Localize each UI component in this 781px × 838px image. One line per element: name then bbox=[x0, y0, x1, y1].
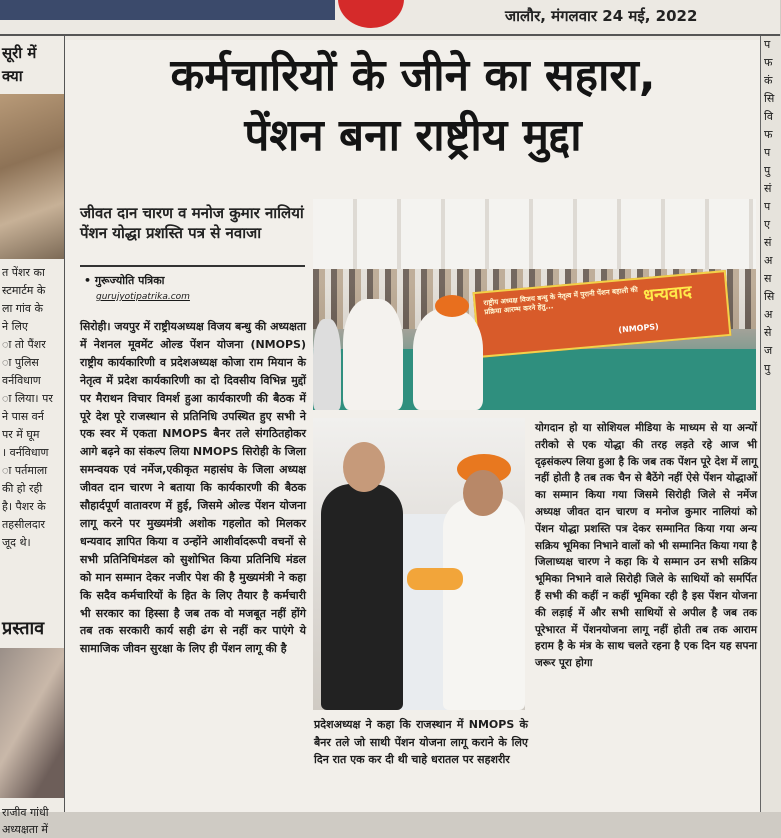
left-text-line: पर में घूम bbox=[2, 428, 40, 441]
source-url: gurujyotipatrika.com bbox=[96, 292, 190, 302]
article-headline bbox=[66, 46, 760, 166]
right-text-line: पु bbox=[764, 164, 771, 177]
right-text-line: अ bbox=[764, 254, 773, 267]
article-subhead: जीवत दान चारण व मनोज कुमार नालियां पेंशन योद्धा प्रशस्ति पत्र से नवाजा bbox=[80, 204, 304, 242]
right-text-line: प bbox=[764, 146, 771, 159]
left-text-line: ला गांव के bbox=[2, 302, 43, 315]
right-text-line: सं bbox=[764, 182, 772, 195]
left-column-subhead: प्रस्ताव bbox=[2, 618, 45, 639]
left-text-line: ने पास वर्न bbox=[2, 410, 44, 423]
photo-person bbox=[313, 319, 341, 410]
article-body-column-3: योगदान हो या सोशियल मीडिया के माध्यम से या अन्यों तरीको से एक योद्धा की तरह लड़ते रहे आज भी दृढ़संकल्प लिया हुआ है कि जब तक पेंशन पूरे देश में लागू नहीं होती है तब तक चैन से बैठेंगे नहीं ऐसे पेंशन योद्धाओं का सम्मान किया गया जिसमे सिरोही जिले से नर्मेज अध्यक्ष जीवत दान चारण व मनोज कुमार नालियां को पेंशन योद्धा प्रशस्ति पत्र देकर सम्मानित किया गया अन्य सक्रिय भूमिका निभाने वालों को भी सम्मानित किया गया है जिलाध्यक्ष चारण ने कहा कि ये सम्मान उन सभी सक्रिय भूमिका निभाने वाले सिरोही जिले के साथियों को समर्पित हैं सभी की कहीं न कहीं भूमिका रही है इस पेंशन योजना की लड़ाई में और सभी साथियों से अपील है जब तक पूरेभारत में पेंशनयोजना लागू नहीं होती तब तक आराम हराम है के मंत्र के साथ चलते रहना है एक दिन यह सपना जरूर पूरा होगा bbox=[535, 422, 757, 670]
right-text-line: अ bbox=[764, 308, 773, 321]
photo-ceiling bbox=[313, 199, 756, 269]
right-text-line: सि bbox=[764, 290, 775, 303]
left-column-photo-2 bbox=[0, 648, 64, 798]
right-text-line: से bbox=[764, 326, 772, 339]
right-adjacent-column bbox=[760, 36, 781, 812]
photo-bouquet bbox=[407, 568, 463, 590]
left-adjacent-column bbox=[0, 36, 65, 836]
top-rule bbox=[0, 34, 780, 36]
left-text-line: ा पर्तमाला bbox=[2, 464, 48, 477]
right-text-line: ए bbox=[764, 218, 771, 231]
left-head-line: क्या bbox=[2, 67, 23, 85]
right-text-line: स bbox=[764, 272, 772, 285]
left-foot-line: अध्यक्षता में bbox=[2, 823, 49, 836]
article-source: • गुरूज्योति पत्रिका bbox=[84, 274, 165, 287]
meeting-hall-photo bbox=[313, 199, 756, 410]
left-column-photo bbox=[0, 94, 64, 259]
headline-line-1: कर्मचारियों के जीने का सहारा, bbox=[170, 50, 656, 101]
photo-person bbox=[443, 498, 525, 710]
left-head-line: सूरी में bbox=[2, 44, 37, 62]
left-column-text bbox=[2, 264, 62, 614]
photo-person bbox=[413, 309, 483, 410]
left-column-headline bbox=[2, 42, 36, 88]
right-text-line: सि bbox=[764, 92, 775, 105]
banner-text: राष्ट्रीय अध्यक्ष विजय बन्धु के नेतृत्व में पुरानी पेंशन बहाली की प्रक्रिया आरम्भ करने हेतु... bbox=[483, 285, 639, 317]
photo-person-head bbox=[343, 442, 385, 492]
masthead-stub bbox=[0, 0, 335, 20]
banner-thanks: धन्यवाद bbox=[642, 282, 693, 307]
masthead-red-logo bbox=[338, 0, 404, 28]
right-text-line: फ bbox=[764, 128, 773, 141]
subhead-rule bbox=[80, 265, 305, 267]
article-body-column-1: सिरोही। जयपुर में राष्ट्रीयअध्यक्ष विजय बन्धु की अध्यक्षता में नेशनल मूवमेंट ओल्ड पेंशन योजना (NMOPS) राष्ट्रीय कार्यकारिणी व प्रदेशअध्यक्ष कोजा राम मियान के नेतृत्व में प्रदेश कार्यकारिणी का दो दिवसीय विभिन्न मुद्दों पर मैराथन विचार विमर्श हुआ कार्यकारणी की बैठक में पूरे देश पूरे राजस्थान से प्रतिनिधि उपस्थित हुए सभी ने एक स्वर में एकता NMOPS बैनर तले संगठितहोकर आगे बढ़ने का संकल्प लिया NMOPS सिरोही के जिला समन्वयक एवं नर्मेज,एकीकृत महासंघ के जिला अध्यक्ष जीवत दान चारण ने बताया कि कार्यकारणी की बैठक सौहार्दपूर्ण वातावरण में हुई, जिसमे ओल्ड पेंशन योजना लागू करने पर मुख्यमंत्री अशोक गहलोत को मिलकर धन्यवाद ज्ञापित किया व उन्होंने आशीर्वादरूपी वचनों से सभी प्रतिनिधिमंडल को सुशोभित किया प्रतिनिधि मंडल को मान सम्मान देकर नजीर पेश की है मुख्यमंत्री ने कहा कि सदैव कर्मचारियों के हित के लिए तैयार है कर्मचारी भी सरकार का हिस्सा है जब तक वो मजबूत नहीं होंगे तब तक सरकारी कार्य सही ढंग से नहीं कर पाएंगे ये सामाजिक जीवन सुरक्षा के लिए ही पेंशन लागू की है bbox=[80, 320, 306, 656]
left-text-line: स्टमार्टम के bbox=[2, 284, 46, 297]
left-column-foot bbox=[2, 804, 62, 838]
left-foot-line: राजीव गांधी bbox=[2, 806, 49, 819]
left-text-line: ा तो पैंशर bbox=[2, 338, 46, 351]
dateline: जालौर, मंगलवार 24 मई, 2022 bbox=[505, 7, 698, 25]
left-text-line: तहसीलदार bbox=[2, 518, 46, 531]
left-text-line: । वर्नविधाण bbox=[2, 446, 49, 459]
banner-tag: (NMOPS) bbox=[618, 322, 660, 335]
right-text-line: पु bbox=[764, 362, 771, 375]
left-text-line: है। पैशर के bbox=[2, 500, 46, 513]
article-body-column-2: प्रदेशअध्यक्ष ने कहा कि राजस्थान में NMOPS के बैनर तले जो साथी पेंशन योजना लागू कराने के लिए दिन रात एक कर दी थी चाहे धरातल पर सहशरीर bbox=[314, 718, 528, 766]
right-text-line: प bbox=[764, 38, 771, 51]
left-text-line: ा लिया। पर bbox=[2, 392, 53, 405]
photo-turban bbox=[435, 295, 469, 317]
right-text-line: वि bbox=[764, 110, 773, 123]
left-text-line: की हो रही bbox=[2, 482, 43, 495]
felicitation-photo bbox=[313, 418, 525, 710]
photo-person bbox=[343, 299, 403, 410]
left-text-line: त पेंशर का bbox=[2, 266, 45, 279]
photo-person bbox=[321, 484, 403, 710]
right-text-line: सं bbox=[764, 236, 772, 249]
right-text-line: फ bbox=[764, 56, 773, 69]
right-text-line: ज bbox=[764, 344, 773, 357]
left-text-line: जूद थे। bbox=[2, 536, 31, 549]
left-text-line: ने लिए bbox=[2, 320, 28, 333]
left-text-line: ा पुलिस bbox=[2, 356, 39, 369]
headline-line-2: पेंशन बना राष्ट्रीय मुद्दा bbox=[244, 110, 582, 161]
top-strip bbox=[0, 0, 780, 40]
photo-person-head bbox=[463, 470, 503, 516]
left-text-line: वर्नविधाण bbox=[2, 374, 41, 387]
right-text-line: कं bbox=[764, 74, 773, 87]
right-text-line: प bbox=[764, 200, 771, 213]
